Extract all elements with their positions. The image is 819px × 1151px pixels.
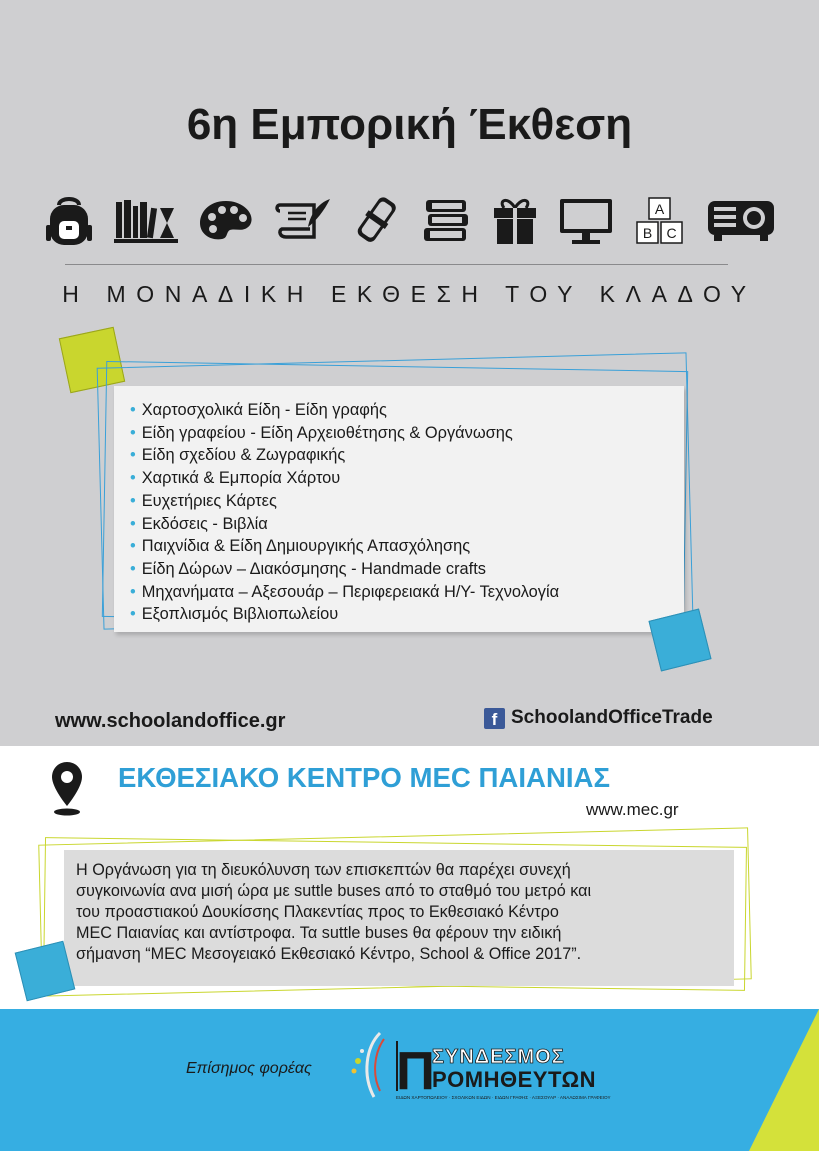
categories-list — [130, 399, 559, 626]
block-letter-a: A — [654, 201, 665, 217]
backpack-icon — [44, 195, 94, 247]
books-hourglass-icon — [114, 198, 178, 244]
list-item: • Εκδόσεις - Βιβλία — [130, 514, 268, 533]
location-pin-icon — [50, 760, 84, 818]
list-item: • Χαρτικά & Εμπορία Χάρτου — [130, 469, 341, 488]
facebook-icon: f — [484, 708, 505, 729]
bullet: • — [130, 469, 136, 488]
list-item: • Μηχανήματα – Αξεσουάρ – Περιφερειακά Η/Υ- Τεχνολογία — [130, 582, 560, 601]
transport-note-text: Η Οργάνωση για τη διευκόλυνση των επισκεπτών θα παρέχει συνεχή συγκοινωνία ανα μισή ώρα με suttle buses από το σταθμό του μετρό και του προαστιακού Δουκίσσης Πλακεντίας προς το Εκθεσιακό Κέντρο MEC Παιανίας και αντίστροφα. Τα suttle buses θα φέρουν την ειδική σήμανση “MEC Μεσογειακό Εκθεσιακό Κέντρο, School & Office 2017”. — [76, 861, 592, 963]
list-item: • Χαρτοσχολικά Είδη - Είδη γραφής — [130, 401, 387, 419]
bullet: • — [130, 514, 136, 533]
bullet: • — [130, 491, 136, 510]
book-stack-icon — [422, 198, 472, 244]
category-icons-row — [44, 193, 776, 249]
page-title: 6η Εμπορική Έκθεση — [186, 100, 633, 149]
diploma-icon — [352, 195, 402, 247]
official-body-label: Επίσημος φορέας — [186, 1060, 312, 1077]
list-item: • Είδη Δώρων – Διακόσμησης - Handmade crafts — [130, 559, 486, 578]
scroll-quill-icon — [274, 197, 332, 245]
list-item: • Εξοπλισμός Βιβλιοπωλείου — [130, 605, 339, 624]
bullet: • — [130, 446, 136, 465]
block-letter-b: B — [642, 225, 653, 241]
divider-line — [65, 264, 728, 265]
projector-icon — [706, 197, 776, 245]
website-link[interactable]: www.schoolandoffice.gr — [55, 710, 286, 732]
list-item: • Είδη γραφείου - Είδη Αρχειοθέτησης & Οργάνωσης — [130, 423, 513, 442]
subtitle: Η ΜΟΝΑΔΙΚΗ ΕΚΘΕΣΗ ΤΟΥ ΚΛΑΔΟΥ — [62, 281, 757, 307]
footer-lime-accent — [749, 1009, 819, 1151]
list-item: • Παιχνίδια & Είδη Δημιουργικής Απασχόλησης — [130, 537, 471, 556]
bullet: • — [130, 582, 136, 601]
monitor-icon — [558, 197, 614, 245]
facebook-link[interactable] — [484, 707, 713, 729]
list-item: • Είδη σχεδίου & Ζωγραφικής — [130, 446, 346, 465]
venue-name: ΕΚΘΕΣΙΑΚΟ ΚΕΝΤΡΟ ΜΕC ΠΑΙΑΝΙΑΣ — [118, 762, 611, 793]
logo-letter-pi: Π — [396, 1041, 435, 1101]
logo-line2: ΡΟΜΗΘΕΥΤΩΝ — [432, 1067, 597, 1092]
gift-icon — [492, 196, 538, 246]
abc-blocks-icon — [634, 197, 686, 245]
bullet: • — [130, 401, 136, 419]
venue-website-link[interactable]: www.mec.gr — [586, 800, 679, 819]
bullet: • — [130, 605, 136, 624]
bullet: • — [130, 537, 136, 556]
logo-tagline: ΕΙΔΩΝ ΧΑΡΤΟΠΩΛΕΙΟΥ · ΣΧΟΛΙΚΩΝ ΕΙΔΩΝ · ΕΙΔΩΝ ΓΡΑΦΗΣ · ΑΞΕΣΟΥΑΡ · ΑΝΑΛΩΣΙΜΑ ΓΡΑΦΕΙΟΥ — [396, 1095, 611, 1100]
logo-line1: ΣΥΝΔΕΣΜΟΣ — [432, 1046, 565, 1068]
block-letter-c: C — [666, 225, 677, 241]
palette-icon — [198, 199, 254, 243]
list-item: • Ευχετήριες Κάρτες — [130, 491, 277, 510]
bullet: • — [130, 423, 136, 442]
bullet: • — [130, 559, 136, 578]
association-logo — [344, 1025, 644, 1105]
facebook-handle: SchoolandOfficeTrade — [511, 707, 713, 728]
